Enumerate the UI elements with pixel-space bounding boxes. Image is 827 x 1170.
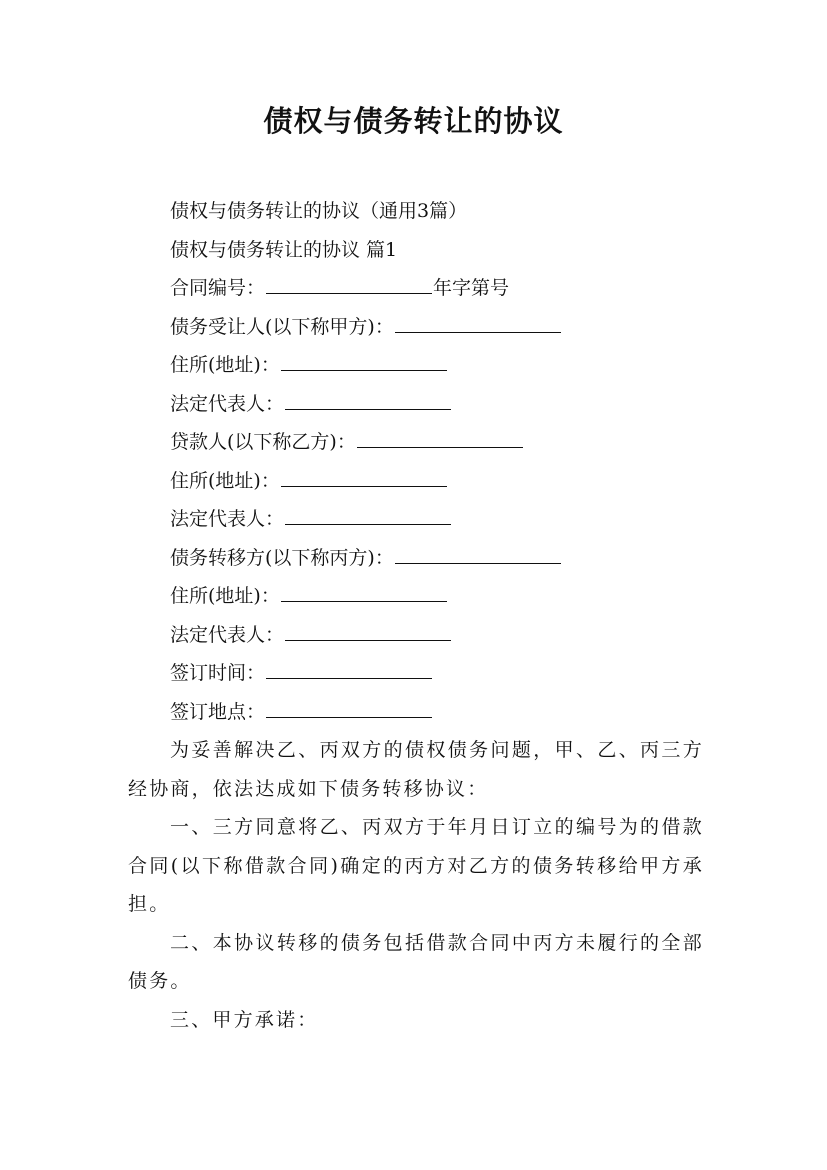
field-party-b [128, 423, 704, 462]
blank-line [285, 506, 451, 525]
field-label: 法定代表人： [170, 508, 285, 530]
blank-line [281, 468, 447, 487]
field-suffix: 年字第号 [433, 277, 510, 299]
blank-line [395, 314, 561, 333]
field-signing-place [128, 693, 704, 732]
field-label: 法定代表人： [170, 623, 285, 646]
field-label: 合同编号： [170, 277, 266, 299]
section-heading: 债权与债务转让的协议 篇1 [170, 238, 398, 261]
field-party-b-address [128, 462, 704, 501]
field-signing-time [128, 654, 704, 693]
field-party-a-representative [128, 385, 704, 424]
blank-line [285, 622, 451, 641]
blank-line [281, 583, 447, 602]
field-contract-number [128, 269, 704, 308]
field-party-a-address [128, 346, 704, 385]
field-party-c [128, 539, 704, 578]
field-party-b-representative [128, 500, 704, 539]
field-label: 住所(地址)： [170, 354, 280, 376]
blank-line [266, 660, 432, 679]
field-label: 签订时间： [170, 662, 266, 684]
field-label: 住所(地址)： [170, 469, 280, 492]
paragraph-clause-1: 一、三方同意将乙、丙双方于年月日订立的编号为的借款合同(以下称借款合同)确定的丙方对乙方的债务转移给甲方承担。 [128, 816, 704, 915]
field-party-c-representative [128, 616, 704, 655]
document-body [128, 192, 704, 1039]
field-party-c-address [128, 577, 704, 616]
blank-line [281, 352, 447, 371]
field-label: 法定代表人： [170, 392, 285, 415]
blank-line [357, 429, 523, 448]
blank-line [285, 391, 451, 410]
field-label: 贷款人(以下称乙方)： [170, 431, 356, 453]
blank-line [395, 545, 561, 564]
document-subtitle: 债权与债务转让的协议（通用3篇） [170, 200, 468, 222]
field-party-a [128, 308, 704, 347]
field-label: 住所(地址)： [170, 585, 280, 607]
paragraph-clause-2: 二、本协议转移的债务包括借款合同中丙方未履行的全部债务。 [128, 931, 704, 992]
field-label: 债务转移方(以下称丙方)： [170, 546, 394, 569]
field-label: 签订地点： [170, 700, 266, 723]
document-title: 债权与债务转让的协议 [263, 104, 564, 138]
blank-line [266, 275, 432, 294]
paragraph-preamble: 为妥善解决乙、丙双方的债权债务问题，甲、乙、丙三方经协商，依法达成如下债务转移协议： [128, 739, 704, 800]
paragraph-clause-3: 三、甲方承诺： [170, 1008, 319, 1031]
field-label: 债务受让人(以下称甲方)： [170, 315, 394, 338]
blank-line [266, 699, 432, 718]
